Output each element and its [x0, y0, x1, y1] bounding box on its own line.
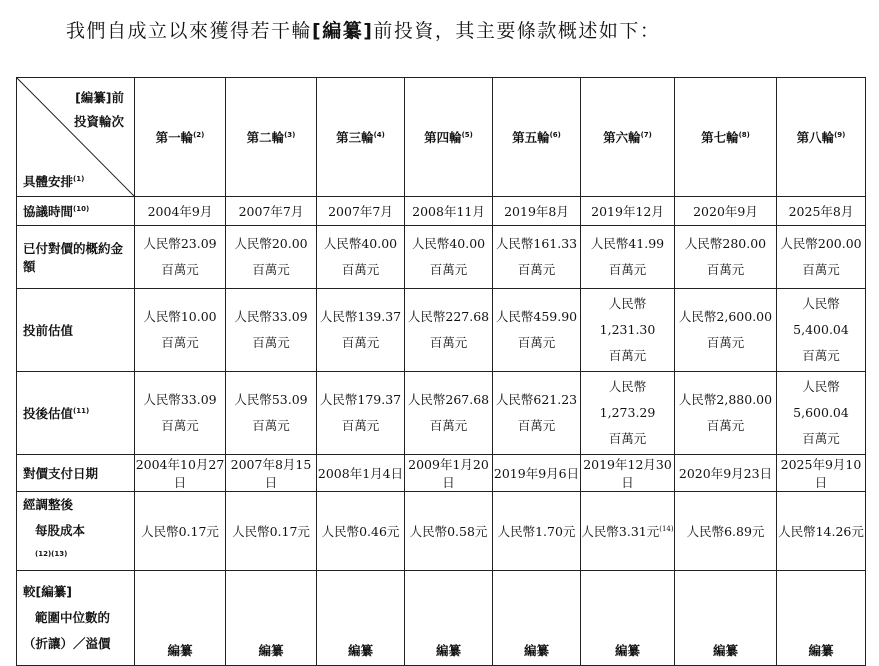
cell-unit: 百萬元 [706, 418, 745, 433]
cell-amount: 人民幣41.99 [590, 236, 665, 251]
table-cell [493, 226, 581, 289]
table-cell: 人民幣0.17元 [226, 492, 317, 571]
table-cell: 2007年7月 [226, 197, 317, 226]
round-note: (6) [549, 130, 561, 139]
cell-amount: 人民幣139.37 [319, 309, 402, 324]
table-cell: 2004年10月27日 [135, 455, 226, 492]
redacted-cell: 編纂 [493, 571, 581, 666]
cell-unit: 百萬元 [161, 335, 199, 350]
cell-unit: 百萬元 [608, 348, 647, 363]
cell-amount: 人民幣621.23 [495, 392, 578, 407]
round-header [317, 78, 405, 197]
redacted-cell: 編纂 [405, 571, 493, 666]
table-cell [675, 226, 777, 289]
table-cell [777, 372, 866, 455]
round-name: 第二輪 [246, 130, 285, 145]
adjusted-cost-per-share-row [17, 492, 866, 571]
payment-date-row [17, 455, 866, 492]
round-header [135, 78, 226, 197]
intro-sentence [66, 16, 660, 43]
table-cell: 2009年1月20日 [405, 455, 493, 492]
table-cell [226, 289, 317, 372]
table-cell [581, 492, 675, 571]
cell-value: 人民幣3.31元 [581, 524, 660, 539]
cell-unit: 百萬元 [517, 418, 556, 433]
table-cell [675, 289, 777, 372]
row-label-pre-money: 投前估值 [17, 289, 135, 372]
round-name: 第六輪 [603, 130, 641, 145]
row-label-post-money [17, 372, 135, 455]
round-name: 第三輪 [336, 130, 374, 145]
redacted-cell: 編纂 [317, 571, 405, 666]
cell-unit: 百萬元 [802, 262, 840, 277]
row-label-text: 投後估值 [23, 406, 74, 421]
table-cell [317, 226, 405, 289]
redacted-cell: 編纂 [581, 571, 675, 666]
row-label-text: 協議時間 [23, 204, 74, 219]
cell-unit: 百萬元 [429, 262, 468, 277]
table-cell: 人民幣0.58元 [405, 492, 493, 571]
row-label-cost-per-share [17, 492, 135, 571]
redacted-cell: 編纂 [226, 571, 317, 666]
round-note: (4) [373, 130, 385, 139]
row-label-consideration: 已付對價的概約金額 [17, 226, 135, 289]
cell-unit: 百萬元 [517, 262, 556, 277]
table-cell: 人民幣1.70元 [493, 492, 581, 571]
round-name: 第四輪 [424, 130, 462, 145]
table-cell [135, 372, 226, 455]
round-note: (2) [193, 130, 205, 139]
round-note: (8) [738, 130, 750, 139]
round-note: (3) [284, 130, 296, 139]
cell-amount: 人民幣1,273.29 [599, 379, 656, 420]
table-cell [317, 372, 405, 455]
table-cell [226, 226, 317, 289]
agreement-date-row [17, 197, 866, 226]
round-name: 第五輪 [512, 130, 550, 145]
cell-amount: 人民幣5,600.04 [793, 379, 849, 420]
table-cell: 2025年8月 [777, 197, 866, 226]
cell-amount: 人民幣2,880.00 [678, 392, 773, 407]
cell-amount: 人民幣2,600.00 [678, 309, 773, 324]
row-label-discount-premium [17, 571, 135, 666]
table-cell: 2019年9月6日 [493, 455, 581, 492]
header-row [17, 78, 866, 197]
cell-amount: 人民幣10.00 [143, 309, 217, 324]
cell-unit: 百萬元 [608, 431, 647, 446]
consideration-row [17, 226, 866, 289]
cell-unit: 百萬元 [429, 418, 468, 433]
round-header [777, 78, 866, 197]
row-label-agreement-date [17, 197, 135, 226]
corner-bottom-text: 具體安排 [23, 174, 74, 189]
round-header [405, 78, 493, 197]
cell-unit: 百萬元 [341, 335, 380, 350]
discount-premium-row [17, 571, 866, 666]
cell-amount: 人民幣40.00 [411, 236, 486, 251]
table-cell [317, 289, 405, 372]
round-header [675, 78, 777, 197]
cell-amount: 人民幣1,231.30 [599, 296, 656, 337]
row-label-line1: 較[編纂] [23, 584, 72, 599]
corner-bottom-note: (1) [73, 174, 85, 183]
table-cell [405, 289, 493, 372]
table-cell [581, 289, 675, 372]
table-cell: 2020年9月23日 [675, 455, 777, 492]
cell-amount: 人民幣200.00 [780, 236, 862, 251]
intro-redacted: [編纂] [312, 20, 374, 42]
row-label-line1: 經調整後 [23, 497, 74, 512]
table-cell [777, 289, 866, 372]
intro-after: 前投資，其主要條款概述如下： [373, 20, 661, 42]
row-label-note: (10) [73, 204, 90, 213]
table-cell: 2019年12月30日 [581, 455, 675, 492]
table-cell [581, 372, 675, 455]
redacted-cell: 編纂 [675, 571, 777, 666]
table-cell [675, 372, 777, 455]
round-name: 第七輪 [701, 130, 739, 145]
table-cell: 人民幣0.46元 [317, 492, 405, 571]
table-cell [777, 226, 866, 289]
redacted-cell: 編纂 [777, 571, 866, 666]
row-label-line3: （折讓）／溢價 [23, 636, 111, 651]
row-label-line2: 範圍中位數的 [35, 610, 111, 625]
table-cell [405, 372, 493, 455]
corner-top-line1: [編纂]前 [75, 90, 124, 105]
row-label-line2: 每股成本 [35, 523, 86, 538]
table-cell [135, 226, 226, 289]
cell-unit: 百萬元 [341, 262, 380, 277]
cell-unit: 百萬元 [706, 262, 745, 277]
cell-amount: 人民幣40.00 [323, 236, 398, 251]
cell-unit: 百萬元 [706, 335, 745, 350]
corner-top-line2: 投資輪次 [73, 114, 124, 129]
pre-money-valuation-row [17, 289, 866, 372]
investment-rounds-table [16, 77, 866, 666]
table-cell: 人民幣14.26元 [777, 492, 866, 571]
cell-unit: 百萬元 [252, 335, 290, 350]
corner-bottom-label [23, 172, 84, 190]
round-note: (7) [640, 130, 652, 139]
round-name: 第八輪 [796, 130, 835, 145]
table-cell [226, 372, 317, 455]
cell-amount: 人民幣53.09 [234, 392, 308, 407]
intro-before: 我們自成立以來獲得若干輪 [66, 20, 313, 42]
cell-unit: 百萬元 [161, 418, 199, 433]
cell-amount: 人民幣20.00 [234, 236, 308, 251]
table-cell [405, 226, 493, 289]
round-header [226, 78, 317, 197]
round-name: 第一輪 [155, 130, 194, 145]
table-cell: 2007年7月 [317, 197, 405, 226]
cell-amount: 人民幣33.09 [143, 392, 217, 407]
cell-amount: 人民幣33.09 [234, 309, 308, 324]
table-cell: 2008年11月 [405, 197, 493, 226]
corner-header-cell [17, 78, 135, 197]
cell-unit: 百萬元 [341, 418, 380, 433]
cell-unit: 百萬元 [429, 335, 468, 350]
table-cell: 2020年9月 [675, 197, 777, 226]
cell-amount: 人民幣267.68 [407, 392, 490, 407]
redacted-cell: 編纂 [135, 571, 226, 666]
table-cell: 人民幣6.89元 [675, 492, 777, 571]
cell-amount: 人民幣227.68 [407, 309, 490, 324]
cell-unit: 百萬元 [802, 348, 840, 363]
table-cell: 2004年9月 [135, 197, 226, 226]
row-label-payment-date: 對價支付日期 [17, 455, 135, 492]
cell-unit: 百萬元 [802, 431, 840, 446]
cell-amount: 人民幣161.33 [495, 236, 578, 251]
row-label-line2-wrap [23, 518, 134, 570]
cell-amount: 人民幣459.90 [495, 309, 578, 324]
table-cell [581, 226, 675, 289]
row-label-note: (12)(13) [35, 549, 68, 558]
cell-amount: 人民幣280.00 [684, 236, 767, 251]
table-cell: 2019年8月 [493, 197, 581, 226]
cell-note: (14) [659, 524, 674, 533]
corner-top-label [74, 86, 124, 134]
row-label-note: (11) [73, 406, 90, 415]
cell-unit: 百萬元 [517, 335, 556, 350]
table-cell: 人民幣0.17元 [135, 492, 226, 571]
cell-amount: 人民幣5,400.04 [793, 296, 849, 337]
cell-amount: 人民幣179.37 [319, 392, 402, 407]
cell-unit: 百萬元 [252, 262, 290, 277]
round-header [493, 78, 581, 197]
round-note: (5) [461, 130, 473, 139]
table-cell: 2007年8月15日 [226, 455, 317, 492]
cell-unit: 百萬元 [161, 262, 199, 277]
cell-unit: 百萬元 [252, 418, 290, 433]
cell-amount: 人民幣23.09 [143, 236, 217, 251]
table-cell [493, 289, 581, 372]
round-header [581, 78, 675, 197]
table-cell: 2019年12月 [581, 197, 675, 226]
table-cell [135, 289, 226, 372]
table-cell: 2008年1月4日 [317, 455, 405, 492]
post-money-valuation-row [17, 372, 866, 455]
cell-unit: 百萬元 [608, 262, 647, 277]
table-cell [493, 372, 581, 455]
round-note: (9) [834, 130, 846, 139]
table-cell: 2025年9月10日 [777, 455, 866, 492]
